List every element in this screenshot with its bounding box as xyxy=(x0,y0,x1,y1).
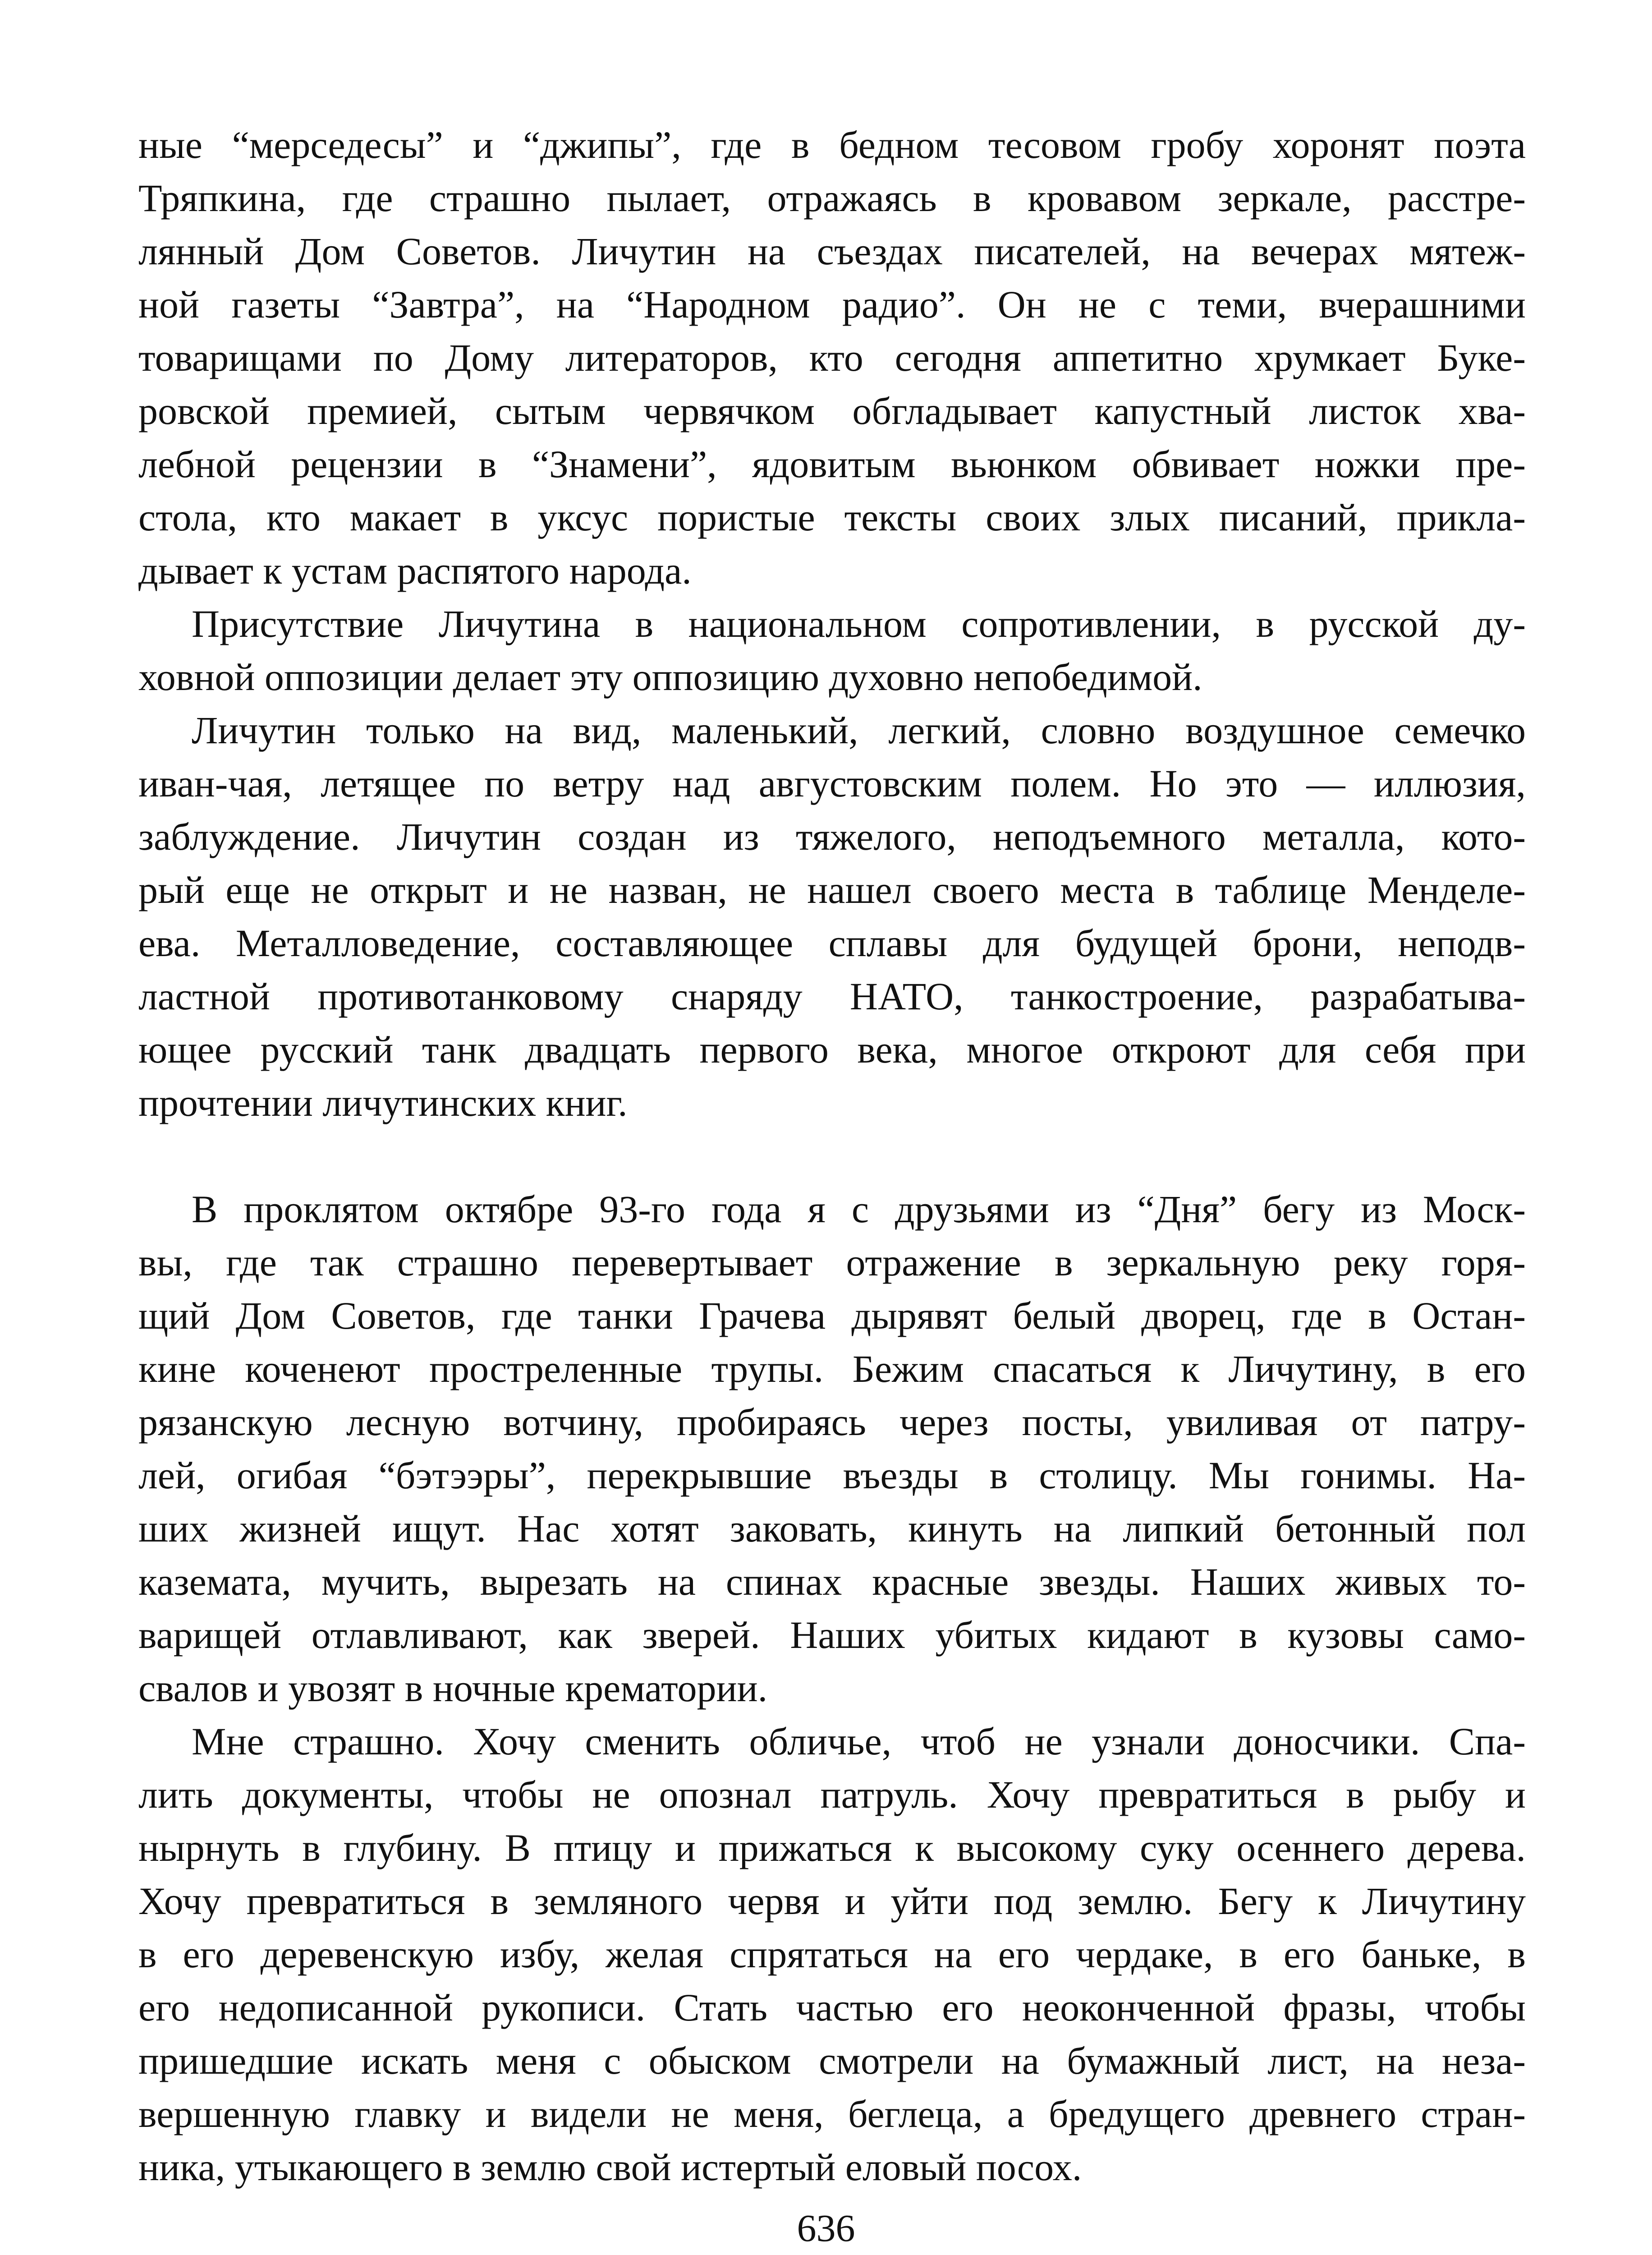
text-line: прочтении личутинских книг. xyxy=(138,1081,628,1124)
text-line: ющее русский танк двадцать первого века, многое откроют для себя при xyxy=(138,1028,1526,1071)
text-line: варищей отлавливают, как зверей. Наших убитых кидают в кузовы само- xyxy=(138,1613,1526,1657)
text-line: лянный Дом Советов. Личутин на съездах писателей, на вечерах мятеж- xyxy=(138,230,1526,273)
text-line: Присутствие Личутина в национальном сопротивлении, в русской ду- xyxy=(192,602,1526,645)
text-line: его недописанной рукописи. Стать частью его неоконченной фразы, чтобы xyxy=(138,1986,1526,2029)
text-line: рязанскую лесную вотчину, пробираясь через посты, увиливая от патру- xyxy=(138,1400,1526,1444)
text-line: ших жизней ищут. Нас хотят заковать, кинуть на липкий бетонный пол xyxy=(138,1507,1526,1550)
paragraph-2 xyxy=(138,597,1526,704)
text-line: иван-чая, летящее по ветру над августовским полем. Но это — иллюзия, xyxy=(138,762,1526,805)
text-line: заблуждение. Личутин создан из тяжелого, неподъемного металла, кото- xyxy=(138,815,1526,858)
text-line: лебной рецензии в “Знамени”, ядовитым вьюнком обвивает ножки пре- xyxy=(138,442,1526,486)
text-line: ровской премией, сытым червячком обгладывает капустный листок хва- xyxy=(138,389,1526,433)
text-line: ной газеты “Завтра”, на “Народном радио”. Он не с теми, вчерашними xyxy=(138,283,1526,326)
text-line: ховной оппозиции делает эту оппозицию духовно непобедимой. xyxy=(138,655,1202,699)
text-line: товарищами по Дому литераторов, кто сегодня аппетитно хрумкает Буке- xyxy=(138,336,1526,379)
text-line: нырнуть в глубину. В птицу и прижаться к высокому суку осеннего дерева. xyxy=(138,1826,1526,1869)
paragraph-1 xyxy=(138,118,1526,597)
text-line: ника, утыкающего в землю свой истертый еловый посох. xyxy=(138,2145,1082,2189)
main-text xyxy=(138,118,1526,2194)
text-line: Личутин только на вид, маленький, легкий, словно воздушное семечко xyxy=(192,709,1526,752)
text-line: щий Дом Советов, где танки Грачева дырявят белый дворец, где в Остан- xyxy=(138,1294,1526,1337)
text-line: в его деревенскую избу, желая спрятаться на его чердаке, в его баньке, в xyxy=(138,1933,1526,1976)
text-line: вы, где так страшно перевертывает отражение в зеркальную реку горя- xyxy=(138,1241,1526,1284)
text-line: Тряпкина, где страшно пылает, отражаясь в кровавом зеркале, расстре- xyxy=(138,176,1526,220)
text-line: ные “мерседесы” и “джипы”, где в бедном тесовом гробу хоронят поэта xyxy=(138,123,1526,166)
text-line: ева. Металловедение, составляющее сплавы для будущей брони, неподв- xyxy=(138,921,1526,965)
text-line: Хочу превратиться в земляного червя и уйти под землю. Бегу к Личутину xyxy=(138,1879,1526,1923)
text-line: каземата, мучить, вырезать на спинах красные звезды. Наших живых то- xyxy=(138,1560,1526,1603)
text-line: В проклятом октябре 93-го года я с друзьями из “Дня” бегу из Моск- xyxy=(192,1187,1526,1231)
text-line: лить документы, чтобы не опознал патруль. Хочу превратиться в рыбу и xyxy=(138,1773,1526,1816)
text-line: рый еще не открыт и не назван, не нашел своего места в таблице Менделе- xyxy=(138,868,1526,911)
text-line: вершенную главку и видели не меня, беглеца, а бредущего древнего стран- xyxy=(138,2092,1526,2135)
paragraph-4 xyxy=(138,1183,1526,1715)
text-line: пришедшие искать меня с обыском смотрели на бумажный лист, на неза- xyxy=(138,2039,1526,2082)
text-line: кине коченеют простреленные трупы. Бежим спасаться к Личутину, в его xyxy=(138,1347,1526,1390)
page-number: 636 xyxy=(797,2206,855,2250)
text-line: лей, огибая “бэтээры”, перекрывшие въезды в столицу. Мы гонимы. На- xyxy=(138,1454,1526,1497)
paragraph-3 xyxy=(138,704,1526,1129)
section-break xyxy=(138,1129,1526,1183)
text-line: Мне страшно. Хочу сменить обличье, чтоб не узнали доносчики. Спа- xyxy=(192,1720,1526,1763)
text-line: свалов и увозят в ночные крематории. xyxy=(138,1666,768,1710)
text-line: стола, кто макает в уксус пористые тексты своих злых писаний, прикла- xyxy=(138,496,1526,539)
text-line: дывает к устам распятого народа. xyxy=(138,549,692,592)
text-line: ластной противотанковому снаряду НАТО, танкостроение, разрабатыва- xyxy=(138,975,1526,1018)
paragraph-5 xyxy=(138,1715,1526,2194)
